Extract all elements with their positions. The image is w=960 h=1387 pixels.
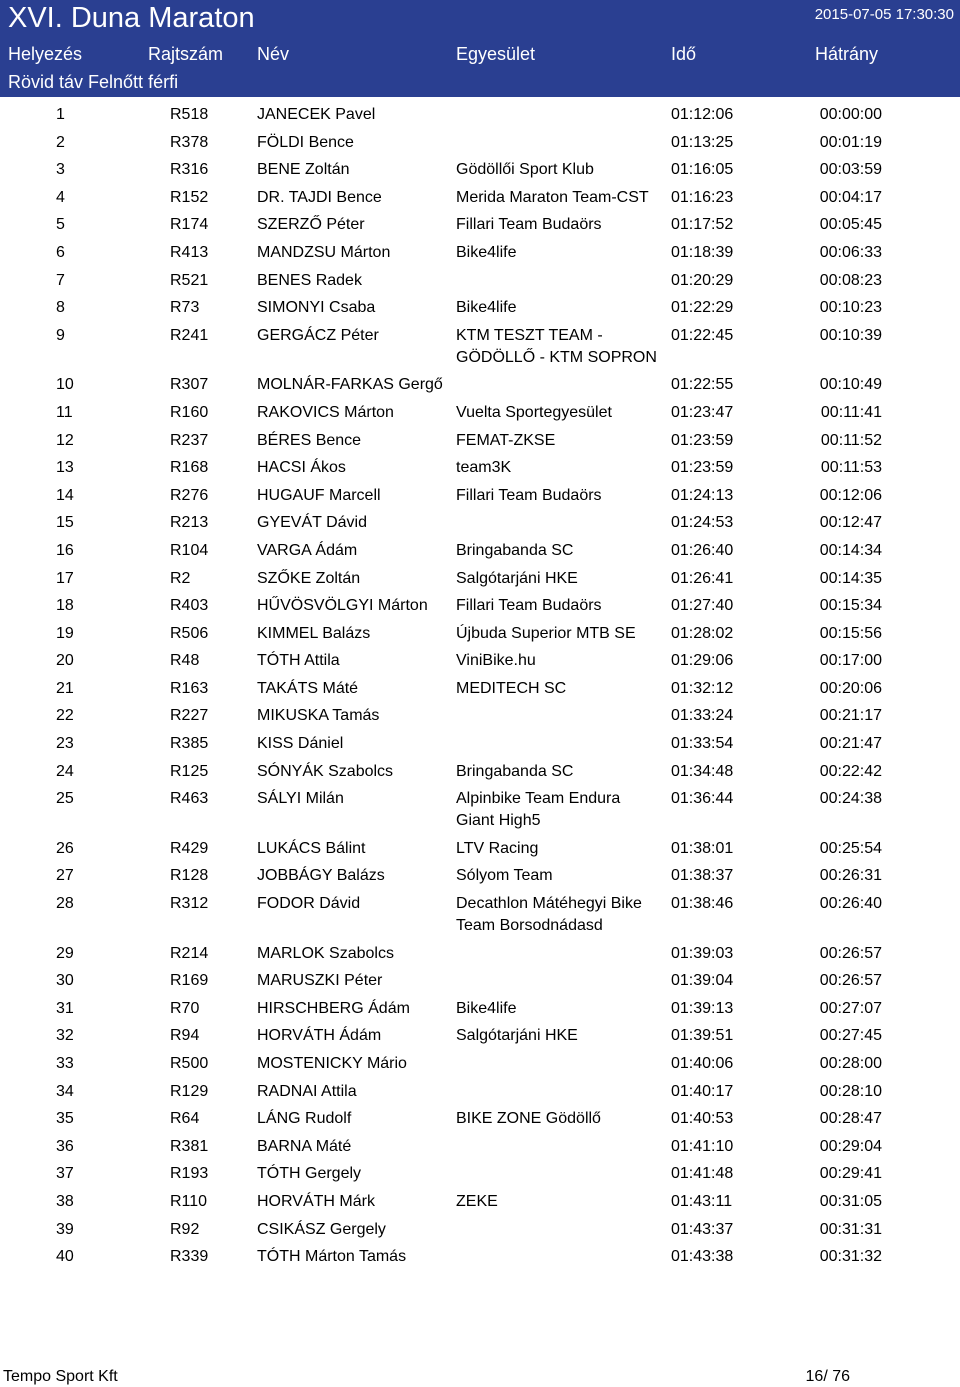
result-club: Fillari Team Budaörs <box>456 216 602 234</box>
result-gap: 00:26:40 <box>819 895 882 913</box>
table-row <box>0 865 960 893</box>
result-time: 01:18:39 <box>671 243 734 261</box>
table-row <box>0 1163 960 1191</box>
result-gap: 00:31:31 <box>819 1220 882 1238</box>
result-name: LÁNG Rudolf <box>257 1110 352 1128</box>
result-gap: 00:12:06 <box>819 486 882 504</box>
result-name: DR. TAJDI Bence <box>257 188 382 206</box>
table-row <box>0 595 960 623</box>
table-row <box>0 678 960 706</box>
result-gap: 00:10:39 <box>819 326 882 344</box>
result-position: 5 <box>56 216 65 234</box>
result-club: Salgótarjáni HKE <box>456 569 578 587</box>
result-time: 01:43:37 <box>671 1220 734 1238</box>
result-bib: R94 <box>170 1027 200 1045</box>
result-position: 32 <box>56 1027 74 1045</box>
result-time: 01:34:48 <box>671 762 734 780</box>
result-gap: 00:00:00 <box>819 106 882 123</box>
result-name: BENE Zoltán <box>257 161 350 179</box>
result-name: HIRSCHBERG Ádám <box>257 999 410 1017</box>
result-gap: 00:15:34 <box>819 597 882 615</box>
footer-page-number: 16/ 76 <box>805 1368 850 1385</box>
result-bib: R92 <box>170 1220 200 1238</box>
result-gap: 00:25:54 <box>819 839 882 857</box>
result-time: 01:38:37 <box>671 867 734 885</box>
result-name: TAKÁTS Máté <box>257 679 359 697</box>
result-name: BÉRES Bence <box>257 431 362 449</box>
result-gap: 00:22:42 <box>819 762 882 780</box>
result-position: 38 <box>56 1192 74 1210</box>
result-time: 01:28:02 <box>671 624 734 642</box>
result-club: ZEKE <box>456 1192 498 1210</box>
col-header-club: Egyesület <box>456 44 536 64</box>
result-gap: 00:26:31 <box>819 867 882 885</box>
result-time: 01:41:10 <box>671 1137 734 1155</box>
result-name: SIMONYI Csaba <box>257 299 376 317</box>
result-club: Gödöllői Sport Klub <box>456 161 594 179</box>
result-time: 01:39:51 <box>671 1027 734 1045</box>
result-name: GERGÁCZ Péter <box>257 326 379 344</box>
table-row <box>0 540 960 568</box>
table-row <box>0 1081 960 1109</box>
result-position: 33 <box>56 1055 74 1072</box>
result-name: BARNA Máté <box>257 1137 352 1155</box>
result-gap: 00:21:17 <box>819 707 882 725</box>
result-position: 9 <box>56 326 65 344</box>
result-gap: 00:31:32 <box>819 1248 882 1266</box>
result-gap: 00:21:47 <box>819 735 882 753</box>
result-time: 01:40:06 <box>671 1055 734 1072</box>
result-bib: R500 <box>170 1055 209 1072</box>
table-row <box>0 623 960 651</box>
result-name: FÖLDI Bence <box>257 133 354 151</box>
result-bib: R174 <box>170 216 209 234</box>
result-club: LTV Racing <box>456 839 539 857</box>
result-club: MEDITECH SC <box>456 679 567 697</box>
result-position: 39 <box>56 1220 74 1238</box>
result-club: Fillari Team Budaörs <box>456 486 602 504</box>
result-time: 01:39:13 <box>671 999 734 1017</box>
result-position: 35 <box>56 1110 74 1128</box>
result-name: HŰVÖSVÖLGYI Márton <box>257 597 428 615</box>
print-timestamp: 2015-07-05 17:30:30 <box>814 6 954 23</box>
result-position: 22 <box>56 707 74 725</box>
result-bib: R506 <box>170 624 209 642</box>
result-time: 01:12:06 <box>671 106 734 123</box>
result-position: 23 <box>56 735 74 753</box>
table-row <box>0 512 960 540</box>
result-bib: R73 <box>170 299 200 317</box>
result-time: 01:24:13 <box>671 486 734 504</box>
result-club: Bike4life <box>456 243 517 261</box>
col-header-bib: Rajtszám <box>148 44 224 64</box>
result-bib: R237 <box>170 431 209 449</box>
result-name: MARUSZKI Péter <box>257 972 383 990</box>
result-bib: R168 <box>170 459 209 477</box>
result-bib: R381 <box>170 1137 209 1155</box>
result-gap: 00:06:33 <box>819 243 882 261</box>
table-row <box>0 457 960 485</box>
result-time: 01:36:44 <box>671 790 734 808</box>
table-row <box>0 1191 960 1219</box>
result-time: 01:33:24 <box>671 707 734 725</box>
table-row <box>0 838 960 866</box>
result-club: Bringabanda SC <box>456 541 574 559</box>
result-position: 8 <box>56 299 65 317</box>
result-bib: R129 <box>170 1082 209 1100</box>
table-row <box>0 104 960 132</box>
result-name: MOSTENICKY Mário <box>257 1055 407 1072</box>
result-bib: R307 <box>170 376 209 394</box>
result-position: 36 <box>56 1137 74 1155</box>
result-club: Salgótarjáni HKE <box>456 1027 578 1045</box>
result-gap: 00:05:45 <box>819 216 882 234</box>
result-club: team3K <box>456 459 512 477</box>
result-position: 28 <box>56 895 74 913</box>
result-club: FEMAT-ZKSE <box>456 431 556 449</box>
result-time: 01:39:04 <box>671 972 734 990</box>
result-time: 01:17:52 <box>671 216 734 234</box>
result-gap: 00:04:17 <box>819 188 882 206</box>
result-position: 21 <box>56 679 74 697</box>
result-gap: 00:12:47 <box>819 514 882 532</box>
result-bib: R125 <box>170 762 209 780</box>
table-row <box>0 1108 960 1136</box>
result-position: 20 <box>56 652 74 670</box>
result-time: 01:22:55 <box>671 376 734 394</box>
result-gap: 00:03:59 <box>819 161 882 179</box>
result-time: 01:40:17 <box>671 1082 734 1100</box>
result-position: 10 <box>56 376 74 394</box>
result-position: 13 <box>56 459 74 477</box>
result-bib: R48 <box>170 652 200 670</box>
result-bib: R518 <box>170 106 209 123</box>
result-club: Bike4life <box>456 299 517 317</box>
result-gap: 00:14:35 <box>819 569 882 587</box>
result-name: CSIKÁSZ Gergely <box>257 1220 386 1238</box>
result-position: 25 <box>56 790 74 808</box>
table-row <box>0 214 960 242</box>
table-row <box>0 970 960 998</box>
result-gap: 00:10:23 <box>819 299 882 317</box>
table-row <box>0 1246 960 1274</box>
result-name: JOBBÁGY Balázs <box>257 867 385 885</box>
result-name: VARGA Ádám <box>257 541 358 559</box>
result-club: Fillari Team Budaörs <box>456 597 602 615</box>
result-name: SÁLYI Milán <box>257 790 344 808</box>
result-bib: R214 <box>170 944 209 962</box>
result-time: 01:32:12 <box>671 679 734 697</box>
result-gap: 00:26:57 <box>819 944 882 962</box>
table-row <box>0 325 960 375</box>
table-row <box>0 650 960 678</box>
result-bib: R64 <box>170 1110 200 1128</box>
result-bib: R213 <box>170 514 209 532</box>
result-gap: 00:11:52 <box>820 431 882 449</box>
result-club: KTM TESZT TEAM - GÖDÖLLŐ - KTM SOPRON <box>456 326 657 366</box>
result-time: 01:20:29 <box>671 271 734 289</box>
result-bib: R169 <box>170 972 209 990</box>
result-name: TÓTH Attila <box>257 652 340 670</box>
result-bib: R241 <box>170 326 209 344</box>
result-bib: R413 <box>170 243 209 261</box>
result-bib: R227 <box>170 707 209 725</box>
result-bib: R110 <box>170 1192 208 1210</box>
result-position: 31 <box>56 999 74 1017</box>
result-time: 01:33:54 <box>671 735 734 753</box>
table-row <box>0 402 960 430</box>
result-bib: R521 <box>170 271 209 289</box>
result-position: 26 <box>56 839 74 857</box>
table-row <box>0 761 960 789</box>
result-bib: R378 <box>170 133 209 151</box>
result-name: TÓTH Gergely <box>257 1165 362 1183</box>
result-time: 01:23:47 <box>671 403 734 421</box>
table-row <box>0 733 960 761</box>
result-gap: 00:29:41 <box>819 1165 882 1183</box>
footer-organizer: Tempo Sport Kft <box>3 1368 118 1385</box>
result-name: JANECEK Pavel <box>257 106 376 123</box>
result-position: 2 <box>56 133 65 151</box>
result-gap: 00:20:06 <box>819 679 882 697</box>
result-name: MANDZSU Márton <box>257 243 391 261</box>
result-gap: 00:10:49 <box>819 376 882 394</box>
result-name: BENES Radek <box>257 271 362 289</box>
table-row <box>0 893 960 943</box>
category-title: Rövid táv Felnőtt férfi <box>8 72 179 92</box>
result-gap: 00:14:34 <box>819 541 882 559</box>
table-row <box>0 159 960 187</box>
result-gap: 00:29:04 <box>819 1137 882 1155</box>
result-club: Vuelta Sportegyesület <box>456 403 612 421</box>
col-header-name: Név <box>257 44 290 64</box>
result-club: Bringabanda SC <box>456 762 574 780</box>
table-row <box>0 1053 960 1081</box>
event-title: XVI. Duna Maraton <box>8 2 255 34</box>
result-name: KIMMEL Balázs <box>257 624 371 642</box>
result-time: 01:22:29 <box>671 299 734 317</box>
result-position: 34 <box>56 1082 74 1100</box>
result-time: 01:27:40 <box>671 597 734 615</box>
result-position: 37 <box>56 1165 74 1183</box>
result-position: 11 <box>56 403 73 421</box>
result-name: HORVÁTH Ádám <box>257 1027 382 1045</box>
result-bib: R152 <box>170 188 209 206</box>
result-time: 01:13:25 <box>671 133 734 151</box>
result-position: 3 <box>56 161 65 179</box>
result-position: 19 <box>56 624 74 642</box>
result-position: 27 <box>56 867 74 885</box>
result-bib: R403 <box>170 597 209 615</box>
result-name: MARLOK Szabolcs <box>257 944 394 962</box>
result-name: HUGAUF Marcell <box>257 486 381 504</box>
table-row <box>0 270 960 298</box>
result-bib: R160 <box>170 403 209 421</box>
result-name: LUKÁCS Bálint <box>257 839 366 857</box>
result-bib: R316 <box>170 161 209 179</box>
result-position: 24 <box>56 762 74 780</box>
result-club: Alpinbike Team Endura Giant High5 <box>456 790 621 830</box>
result-club: ViniBike.hu <box>456 652 536 670</box>
result-time: 01:38:46 <box>671 895 734 913</box>
result-gap: 00:15:56 <box>819 624 882 642</box>
table-row <box>0 1219 960 1247</box>
result-bib: R339 <box>170 1248 209 1266</box>
result-position: 7 <box>56 271 65 289</box>
col-header-position: Helyezés <box>8 44 83 64</box>
table-row <box>0 297 960 325</box>
result-gap: 00:28:00 <box>819 1055 882 1072</box>
result-time: 01:24:53 <box>671 514 734 532</box>
result-time: 01:38:01 <box>671 839 734 857</box>
table-row <box>0 430 960 458</box>
result-time: 01:43:38 <box>671 1248 734 1266</box>
result-bib: R2 <box>170 569 191 587</box>
result-gap: 00:01:19 <box>819 133 882 151</box>
result-time: 01:40:53 <box>671 1110 734 1128</box>
table-row <box>0 1136 960 1164</box>
result-position: 40 <box>56 1248 74 1266</box>
result-name: MOLNÁR-FARKAS Gergő <box>257 376 443 394</box>
result-bib: R463 <box>170 790 209 808</box>
result-position: 14 <box>56 486 74 504</box>
result-bib: R193 <box>170 1165 209 1183</box>
result-name: SÓNYÁK Szabolcs <box>257 762 394 780</box>
result-gap: 00:28:10 <box>819 1082 882 1100</box>
col-header-time: Idő <box>671 44 697 64</box>
result-time: 01:23:59 <box>671 459 734 477</box>
result-name: HORVÁTH Márk <box>257 1192 375 1210</box>
result-bib: R70 <box>170 999 200 1017</box>
result-name: SZŐKE Zoltán <box>257 569 361 587</box>
table-row <box>0 998 960 1026</box>
result-time: 01:41:48 <box>671 1165 734 1183</box>
result-name: RADNAI Attila <box>257 1082 357 1100</box>
result-position: 18 <box>56 597 74 615</box>
table-row <box>0 705 960 733</box>
result-position: 12 <box>56 431 74 449</box>
result-bib: R429 <box>170 839 209 857</box>
result-name: FODOR Dávid <box>257 895 361 913</box>
table-row <box>0 788 960 838</box>
results-header-bar <box>0 0 960 68</box>
result-bib: R385 <box>170 735 209 753</box>
result-gap: 00:26:57 <box>819 972 882 990</box>
result-bib: R276 <box>170 486 209 504</box>
result-gap: 00:31:05 <box>819 1192 882 1210</box>
result-position: 16 <box>56 541 74 559</box>
result-time: 01:16:05 <box>671 161 734 179</box>
result-gap: 00:11:41 <box>820 403 882 421</box>
result-club: Decathlon Mátéhegyi Bike Team Borsodnádasd <box>456 895 642 935</box>
result-time: 01:23:59 <box>671 431 734 449</box>
table-row <box>0 943 960 971</box>
result-gap: 00:17:00 <box>819 652 882 670</box>
result-name: KISS Dániel <box>257 735 344 753</box>
result-time: 01:29:06 <box>671 652 734 670</box>
table-row <box>0 568 960 596</box>
result-name: GYEVÁT Dávid <box>257 514 367 532</box>
result-club: Sólyom Team <box>456 867 553 885</box>
result-club: BIKE ZONE Gödöllő <box>456 1110 601 1128</box>
result-bib: R104 <box>170 541 209 559</box>
result-name: TÓTH Márton Tamás <box>257 1248 407 1266</box>
result-name: SZERZŐ Péter <box>257 216 365 234</box>
result-gap: 00:27:07 <box>819 999 882 1017</box>
result-gap: 00:24:38 <box>819 790 882 808</box>
result-club: Újbuda Superior MTB SE <box>456 624 636 642</box>
result-time: 01:26:40 <box>671 541 734 559</box>
result-bib: R312 <box>170 895 209 913</box>
table-row <box>0 485 960 513</box>
table-row <box>0 242 960 270</box>
table-row <box>0 132 960 160</box>
result-gap: 00:28:47 <box>819 1110 882 1128</box>
col-header-gap: Hátrány <box>815 44 879 64</box>
category-bar <box>0 68 960 97</box>
table-row <box>0 187 960 215</box>
table-row <box>0 1025 960 1053</box>
result-club: Bike4life <box>456 999 517 1017</box>
result-position: 4 <box>56 188 65 206</box>
result-position: 6 <box>56 243 65 261</box>
result-bib: R128 <box>170 867 209 885</box>
result-gap: 00:11:53 <box>820 459 882 477</box>
results-table <box>0 104 960 1274</box>
result-time: 01:22:45 <box>671 326 734 344</box>
result-bib: R163 <box>170 679 209 697</box>
result-name: RAKOVICS Márton <box>257 403 394 421</box>
result-position: 29 <box>56 944 74 962</box>
result-name: HACSI Ákos <box>257 459 346 477</box>
result-position: 30 <box>56 972 74 990</box>
result-gap: 00:27:45 <box>819 1027 882 1045</box>
result-name: MIKUSKA Tamás <box>257 707 380 725</box>
result-position: 15 <box>56 514 74 532</box>
result-time: 01:39:03 <box>671 944 734 962</box>
result-gap: 00:08:23 <box>819 271 882 289</box>
result-position: 17 <box>56 569 74 587</box>
result-time: 01:16:23 <box>671 188 734 206</box>
result-club: Merida Maraton Team-CST <box>456 188 649 206</box>
table-row <box>0 374 960 402</box>
result-position: 1 <box>56 106 65 123</box>
result-time: 01:43:11 <box>671 1192 733 1210</box>
result-time: 01:26:41 <box>671 569 734 587</box>
